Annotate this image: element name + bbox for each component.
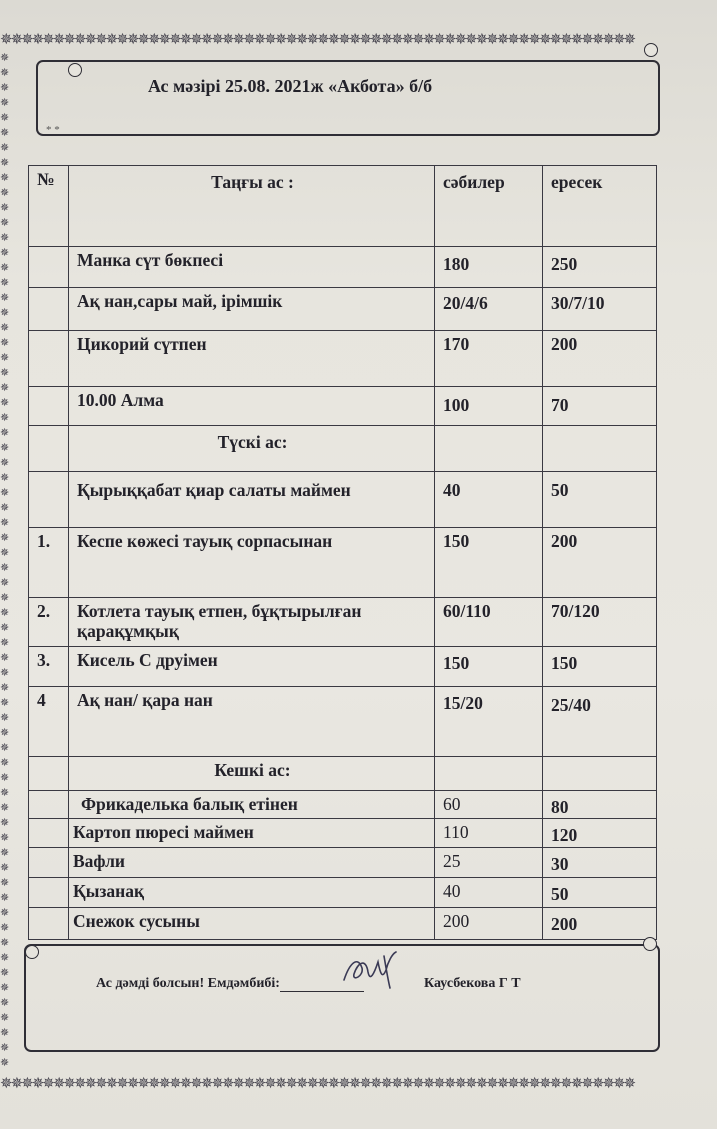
row-number: 2. (29, 597, 69, 646)
adult-portion: 200 (543, 528, 657, 597)
table-row (29, 790, 657, 818)
child-portion: 60/110 (435, 597, 543, 646)
adult-portion: 70 (543, 387, 657, 425)
adult-portion: 200 (543, 331, 657, 387)
table-row (29, 528, 657, 597)
dish-name: Цикорий сүтпен (69, 331, 435, 387)
adult-portion: 50 (543, 471, 657, 527)
table-row (29, 287, 657, 330)
child-portion: 15/20 (435, 687, 543, 756)
child-portion: 110 (435, 819, 543, 848)
row-number (29, 246, 69, 287)
row-number (29, 848, 69, 877)
dish-name: Котлета тауық етпен, бұқтырылған қарақұмқық (69, 597, 435, 646)
menu-table (28, 165, 657, 940)
page-title: Ас мәзірі 25.08. 2021ж «Акбота» б/б (148, 76, 433, 96)
row-number (29, 877, 69, 907)
adult-portion: 70/120 (543, 597, 657, 646)
adult-portion: 30 (543, 848, 657, 877)
dish-name: Ақ нан/ қара нан (69, 687, 435, 756)
row-number (29, 907, 69, 939)
row-number: 4 (29, 687, 69, 756)
child-portion: 180 (435, 246, 543, 287)
footer-wish (96, 976, 364, 992)
adult-portion: 30/7/10 (543, 287, 657, 330)
scroll-curl-footer-left (25, 945, 39, 959)
table-row (29, 597, 657, 646)
child-portion: 150 (435, 647, 543, 687)
dish-name: Ақ нан,сары май, ірімшік (69, 287, 435, 330)
dish-name: Манка сүт бөкпесі (69, 246, 435, 287)
table-row (29, 907, 657, 939)
child-portion: 25 (435, 848, 543, 877)
child-portion: 40 (435, 877, 543, 907)
dish-name: Қызанақ (69, 877, 435, 907)
table-row (29, 819, 657, 848)
table-row (29, 687, 657, 756)
child-portion: 40 (435, 471, 543, 527)
dish-name: 10.00 Алма (69, 387, 435, 425)
table-row (29, 647, 657, 687)
header-breakfast: Таңғы ас : (69, 166, 435, 247)
adult-portion: 50 (543, 877, 657, 907)
child-portion: 200 (435, 907, 543, 939)
header-child-portion: сәбилер (435, 166, 543, 247)
scroll-curl-right (644, 43, 658, 57)
adult-portion: 150 (543, 647, 657, 687)
row-number: 3. (29, 647, 69, 687)
handwritten-signature (340, 948, 400, 994)
header-number: № (29, 166, 69, 247)
header-adult-portion: ересек (543, 166, 657, 247)
dish-name: Фрикаделька балық етінен (69, 790, 435, 818)
chef-name: Каусбекова Г Т (424, 976, 521, 991)
empty-cell (435, 425, 543, 471)
dish-name: Вафли (69, 848, 435, 877)
adult-portion: 80 (543, 790, 657, 818)
empty-cell (543, 425, 657, 471)
scroll-curl-left (68, 63, 82, 77)
adult-portion: 200 (543, 907, 657, 939)
empty-cell (29, 425, 69, 471)
table-row (29, 877, 657, 907)
child-portion: 20/4/6 (435, 287, 543, 330)
row-number: 1. (29, 528, 69, 597)
table-row (29, 246, 657, 287)
row-number (29, 471, 69, 527)
lunch-section-row (29, 425, 657, 471)
empty-cell (543, 756, 657, 790)
child-portion: 60 (435, 790, 543, 818)
lunch-section-title: Түскі ас: (69, 425, 435, 471)
child-portion: 170 (435, 331, 543, 387)
scroll-curl-footer-right (643, 937, 657, 951)
table-row (29, 471, 657, 527)
bottom-ornament-border: ✵✵✵✵✵✵✵✵✵✵✵✵✵✵✵✵✵✵✵✵✵✵✵✵✵✵✵✵✵✵✵✵✵✵✵✵✵✵✵✵✵✵✵✵✵✵✵✵✵✵✵✵✵✵✵✵✵✵✵✵ (0, 1074, 635, 1092)
dinner-section-row (29, 756, 657, 790)
dish-name: Картоп пюресі маймен (69, 819, 435, 848)
footer-wish-text: Ас дәмді болсын! Емдәмбибі: (96, 976, 280, 991)
row-number (29, 331, 69, 387)
dish-name: Кеспе көжесі тауық сорпасынан (69, 528, 435, 597)
row-number (29, 790, 69, 818)
table-row (29, 848, 657, 877)
adult-portion: 25/40 (543, 687, 657, 756)
left-ornament-border: ✵✵✵✵✵✵✵✵✵✵✵✵✵✵✵✵✵✵✵✵✵✵✵✵✵✵✵✵✵✵✵✵✵✵✵✵✵✵✵✵✵✵✵✵✵✵✵✵✵✵✵✵✵✵✵✵✵✵✵✵✵✵✵✵✵✵✵✵ (0, 51, 10, 1069)
row-number (29, 387, 69, 425)
top-ornament-border: ✵✵✵✵✵✵✵✵✵✵✵✵✵✵✵✵✵✵✵✵✵✵✵✵✵✵✵✵✵✵✵✵✵✵✵✵✵✵✵✵✵✵✵✵✵✵✵✵✵✵✵✵✵✵✵✵✵✵✵✵ (0, 30, 635, 48)
empty-cell (435, 756, 543, 790)
title-scroll-frame (36, 60, 660, 136)
dish-name: Снежок сусыны (69, 907, 435, 939)
dish-name: Кисель С друімен (69, 647, 435, 687)
decorative-stars: * * (46, 124, 60, 136)
table-header-row (29, 166, 657, 247)
adult-portion: 250 (543, 246, 657, 287)
adult-portion: 120 (543, 819, 657, 848)
dish-name: Қырыққабат қиар салаты маймен (69, 471, 435, 527)
table-row (29, 331, 657, 387)
row-number (29, 819, 69, 848)
table-row (29, 387, 657, 425)
dinner-section-title: Кешкі ас: (69, 756, 435, 790)
row-number (29, 287, 69, 330)
child-portion: 100 (435, 387, 543, 425)
empty-cell (29, 756, 69, 790)
child-portion: 150 (435, 528, 543, 597)
